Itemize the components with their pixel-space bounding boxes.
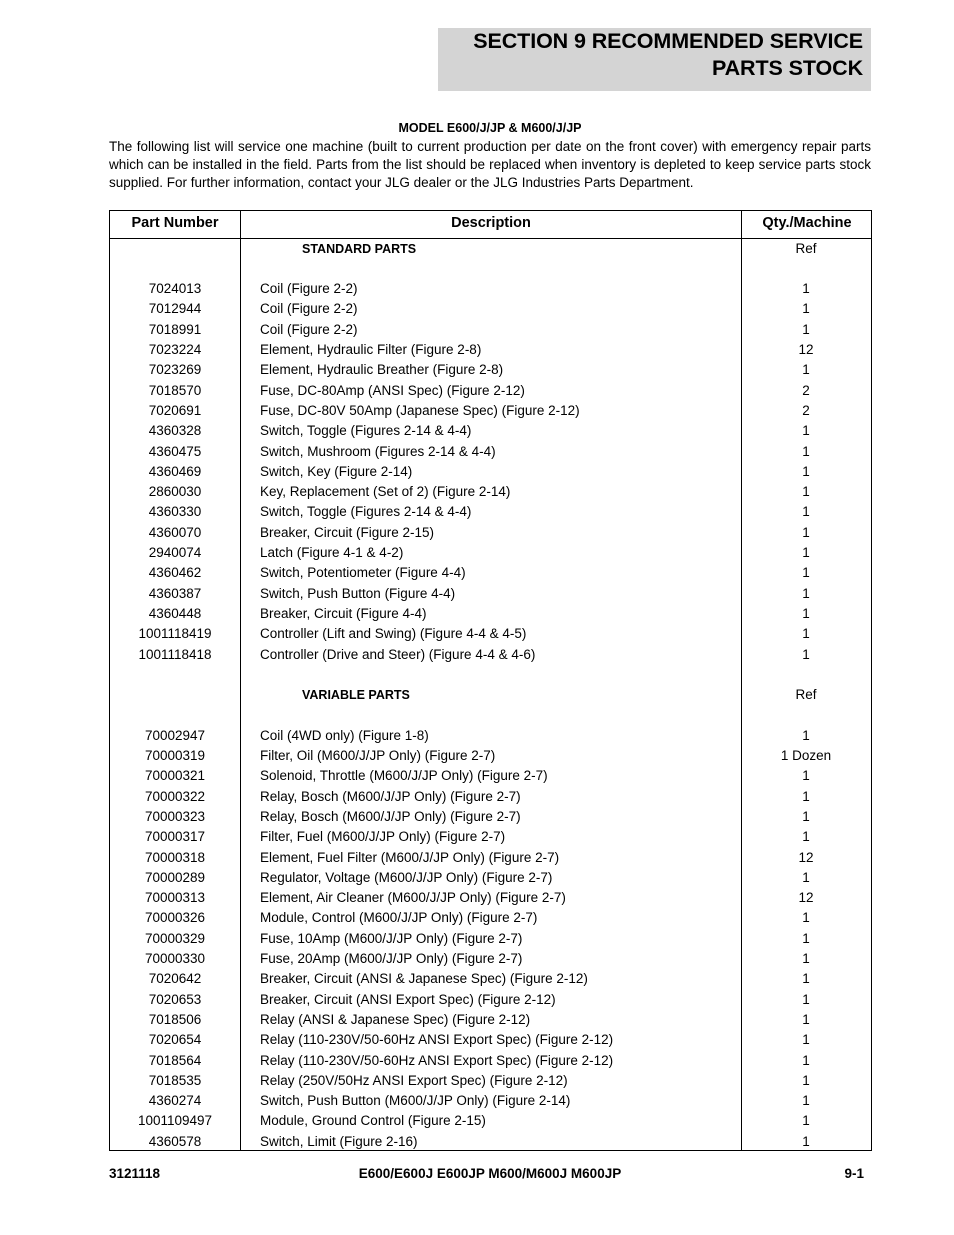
description-cell: Switch, Potentiometer (Figure 4-4) [260, 565, 466, 581]
part-number-cell: 4360330 [148, 504, 202, 520]
qty-cell: 1 Dozen [780, 748, 832, 763]
model-heading: MODEL E600/J/JP & M600/J/JP [398, 121, 582, 135]
part-number-cell: 1001109497 [137, 1113, 213, 1129]
table-row [110, 990, 871, 1010]
part-number-cell: 7024013 [148, 281, 202, 297]
part-number-cell: 1001118419 [138, 626, 212, 642]
table-row [110, 442, 871, 462]
description-cell: Solenoid, Throttle (M600/J/JP Only) (Figure 2-7) [260, 768, 548, 784]
description-cell: Module, Control (M600/J/JP Only) (Figure 2-7) [260, 910, 538, 926]
qty-cell: 1 [802, 281, 810, 297]
table-row [110, 401, 871, 421]
part-number-cell: 7018991 [148, 321, 202, 337]
qty-cell: 1 [802, 910, 810, 926]
table-row [110, 888, 871, 908]
footer-page-number: 9-1 [844, 1166, 864, 1181]
description-cell: Module, Ground Control (Figure 2-15) [260, 1113, 486, 1129]
part-number-cell: 70000323 [144, 808, 206, 824]
blank-row [110, 259, 871, 279]
description-cell: Controller (Lift and Swing) (Figure 4-4 & 4-5) [260, 626, 527, 642]
part-number-cell: 70000289 [144, 869, 206, 885]
description-cell: STANDARD PARTS [302, 241, 417, 256]
table-row [110, 1010, 871, 1030]
qty-cell: 2 [802, 382, 810, 398]
section-row [110, 239, 871, 259]
qty-cell: 1 [802, 1072, 810, 1088]
part-number-cell: 7012944 [148, 301, 202, 317]
part-number-cell: 7018506 [148, 1011, 202, 1027]
qty-cell: 12 [798, 342, 814, 357]
part-number-cell: 70000313 [144, 890, 206, 906]
table-row [110, 502, 871, 522]
qty-cell: 1 [802, 971, 810, 987]
footer-models: E600/E600J E600JP M600/M600J M600JP [358, 1166, 622, 1181]
section-title-line-2: PARTS STOCK [711, 56, 863, 80]
qty-cell: 1 [802, 362, 810, 378]
table-row [110, 563, 871, 583]
qty-cell: 1 [802, 951, 810, 966]
part-number-cell: 70000322 [144, 788, 206, 804]
qty-cell: 1 [802, 484, 810, 500]
part-number-cell: 70000330 [144, 951, 206, 966]
table-row [110, 1091, 871, 1111]
footer-doc-number: 3121118 [109, 1166, 161, 1181]
part-number-cell: 4360475 [148, 443, 202, 459]
table-row [110, 381, 871, 401]
qty-cell: 12 [798, 849, 814, 865]
description-cell: Relay (ANSI & Japanese Spec) (Figure 2-12) [260, 1011, 531, 1027]
blank-row [110, 705, 871, 725]
description-cell: Coil (Figure 2-2) [260, 281, 358, 297]
description-cell: Relay, Bosch (M600/J/JP Only) (Figure 2-7) [260, 808, 521, 824]
qty-cell: 1 [802, 301, 810, 317]
table-row [110, 482, 871, 502]
description-cell: Coil (Figure 2-2) [260, 301, 358, 317]
table-row [110, 462, 871, 482]
qty-cell: 1 [802, 727, 810, 743]
table-row [110, 421, 871, 441]
part-number-cell: 70000326 [144, 910, 206, 926]
part-number-cell: 4360448 [148, 605, 202, 621]
qty-cell: 1 [802, 321, 810, 337]
qty-cell: 1 [802, 1093, 810, 1109]
table-row [110, 766, 871, 786]
header-part-number: Part Number [131, 215, 219, 231]
description-cell: Element, Air Cleaner (M600/J/JP Only) (Figure 2-7) [260, 890, 566, 906]
qty-cell: 1 [802, 1052, 810, 1068]
table-row [110, 320, 871, 340]
intro-paragraph: The following list will service one machine (built to current production per date on the front cover) with emergency repair parts which can be installed in the field. Parts from the list should be replaced when inventory is depleted to keep service parts stock supplied. For further information, contact your JLG dealer or the JLG Industries Parts Department. [109, 139, 871, 190]
description-cell: Switch, Push Button (Figure 4-4) [260, 585, 456, 601]
description-cell: Element, Hydraulic Breather (Figure 2-8) [260, 362, 504, 378]
part-number-cell: 4360462 [148, 565, 202, 581]
qty-cell: 1 [802, 930, 810, 946]
qty-cell: 1 [802, 626, 810, 642]
description-cell: Switch, Key (Figure 2-14) [260, 463, 413, 479]
part-number-cell: 4360469 [148, 463, 202, 479]
part-number-cell: 4360070 [148, 524, 202, 540]
description-cell: Switch, Toggle (Figures 2-14 & 4-4) [260, 423, 472, 439]
description-cell: Breaker, Circuit (Figure 4-4) [260, 605, 427, 621]
table-row [110, 787, 871, 807]
header-description: Description [451, 215, 531, 231]
qty-cell: 1 [802, 869, 810, 885]
qty-cell: 1 [802, 524, 810, 540]
table-row [110, 1030, 871, 1050]
description-cell: Fuse, 10Amp (M600/J/JP Only) (Figure 2-7) [260, 930, 523, 946]
description-cell: Breaker, Circuit (Figure 2-15) [260, 524, 435, 540]
table-row [110, 908, 871, 928]
part-number-cell: 2940074 [148, 545, 202, 560]
part-number-cell: 4360578 [148, 1133, 202, 1149]
description-cell: Breaker, Circuit (ANSI Export Spec) (Figure 2-12) [260, 991, 556, 1007]
part-number-cell: 70000321 [144, 768, 206, 784]
part-number-cell: 7020654 [148, 1032, 202, 1048]
description-cell: Relay (110-230V/50-60Hz ANSI Export Spec) (Figure 2-12) [260, 1052, 614, 1068]
table-row [110, 807, 871, 827]
part-number-cell: 7020691 [148, 402, 202, 418]
description-cell: Switch, Mushroom (Figures 2-14 & 4-4) [260, 443, 496, 459]
table-row [110, 624, 871, 644]
table-row [110, 868, 871, 888]
qty-cell: 1 [802, 504, 810, 520]
table-row [110, 1132, 871, 1152]
table-row [110, 523, 871, 543]
header-qty-per-machine: Qty./Machine [762, 215, 852, 231]
table-row [110, 279, 871, 299]
qty-cell: 1 [802, 565, 810, 581]
description-cell: Switch, Toggle (Figures 2-14 & 4-4) [260, 504, 472, 520]
part-number-cell: 4360387 [148, 585, 202, 601]
description-cell: Element, Hydraulic Filter (Figure 2-8) [260, 342, 482, 357]
part-number-cell: 7018535 [148, 1072, 202, 1088]
part-number-cell: 4360328 [148, 423, 202, 439]
part-number-cell: 2860030 [148, 484, 202, 500]
description-cell: Latch (Figure 4-1 & 4-2) [260, 545, 404, 560]
part-number-cell: 7018570 [148, 382, 202, 398]
description-cell: VARIABLE PARTS [302, 688, 410, 703]
qty-cell: 1 [802, 808, 810, 824]
qty-cell: 1 [802, 829, 810, 845]
description-cell: Relay (110-230V/50-60Hz ANSI Export Spec) (Figure 2-12) [260, 1032, 614, 1048]
qty-cell: 1 [802, 585, 810, 601]
part-number-cell: 70000329 [144, 930, 206, 946]
section-title-line-1: SECTION 9 RECOMMENDED SERVICE [473, 29, 863, 53]
description-cell: Switch, Push Button (M600/J/JP Only) (Figure 2-14) [260, 1093, 571, 1109]
part-number-cell: 1001118418 [138, 646, 212, 662]
qty-cell: 1 [802, 545, 810, 560]
part-number-cell: 7018564 [148, 1052, 202, 1068]
table-row [110, 584, 871, 604]
parts-table [109, 210, 872, 1151]
part-number-cell: 70002947 [144, 727, 206, 743]
description-cell: Coil (Figure 2-2) [260, 321, 358, 337]
table-row [110, 746, 871, 766]
part-number-cell: 70000317 [144, 829, 206, 845]
part-number-cell: 7020653 [148, 991, 202, 1007]
description-cell: Controller (Drive and Steer) (Figure 4-4 & 4-6) [260, 646, 536, 662]
blank-row [110, 665, 871, 685]
qty-cell: 1 [802, 1113, 810, 1129]
table-row [110, 360, 871, 380]
qty-cell: 1 [802, 423, 810, 439]
qty-cell: Ref [795, 240, 817, 256]
description-cell: Fuse, DC-80V 50Amp (Japanese Spec) (Figure 2-12) [260, 402, 580, 418]
table-row [110, 929, 871, 949]
qty-cell: 1 [802, 443, 810, 459]
description-cell: Switch, Limit (Figure 2-16) [260, 1133, 418, 1149]
qty-cell: 1 [802, 1011, 810, 1027]
description-cell: Relay (250V/50Hz ANSI Export Spec) (Figure 2-12) [260, 1072, 568, 1088]
description-cell: Element, Fuel Filter (M600/J/JP Only) (Figure 2-7) [260, 849, 560, 865]
table-row [110, 827, 871, 847]
part-number-cell: 7023269 [148, 362, 202, 378]
part-number-cell: 7023224 [148, 342, 202, 357]
description-cell: Filter, Fuel (M600/J/JP Only) (Figure 2-7) [260, 829, 506, 845]
qty-cell: 1 [802, 463, 810, 479]
description-cell: Regulator, Voltage (M600/J/JP Only) (Figure 2-7) [260, 869, 553, 885]
part-number-cell: 70000318 [144, 849, 206, 865]
table-row [110, 848, 871, 868]
table-row [110, 969, 871, 989]
qty-cell: 1 [802, 788, 810, 804]
qty-cell: 1 [802, 1032, 810, 1048]
description-cell: Breaker, Circuit (ANSI & Japanese Spec) (Figure 2-12) [260, 971, 588, 987]
table-row [110, 645, 871, 665]
part-number-cell: 7020642 [148, 971, 202, 987]
description-cell: Filter, Oil (M600/J/JP Only) (Figure 2-7) [260, 748, 496, 763]
qty-cell: 1 [802, 646, 810, 662]
qty-cell: 2 [802, 402, 810, 418]
table-row [110, 726, 871, 746]
qty-cell: 1 [802, 991, 810, 1007]
table-row [110, 543, 871, 563]
part-number-cell: 70000319 [144, 748, 206, 763]
section-row [110, 685, 871, 705]
description-cell: Key, Replacement (Set of 2) (Figure 2-14) [260, 484, 511, 500]
qty-cell: 1 [802, 1133, 810, 1149]
table-row [110, 1111, 871, 1131]
table-row [110, 340, 871, 360]
table-row [110, 949, 871, 969]
qty-cell: 1 [802, 768, 810, 784]
description-cell: Coil (4WD only) (Figure 1-8) [260, 727, 429, 743]
table-row [110, 1071, 871, 1091]
qty-cell: 12 [798, 890, 814, 906]
description-cell: Fuse, DC-80Amp (ANSI Spec) (Figure 2-12) [260, 382, 525, 398]
section-title-banner [438, 28, 871, 91]
table-row [110, 1051, 871, 1071]
description-cell: Fuse, 20Amp (M600/J/JP Only) (Figure 2-7) [260, 951, 523, 966]
qty-cell: Ref [795, 687, 817, 703]
description-cell: Relay, Bosch (M600/J/JP Only) (Figure 2-7) [260, 788, 521, 804]
part-number-cell: 4360274 [148, 1093, 202, 1109]
qty-cell: 1 [802, 605, 810, 621]
table-row [110, 299, 871, 319]
table-row [110, 604, 871, 624]
